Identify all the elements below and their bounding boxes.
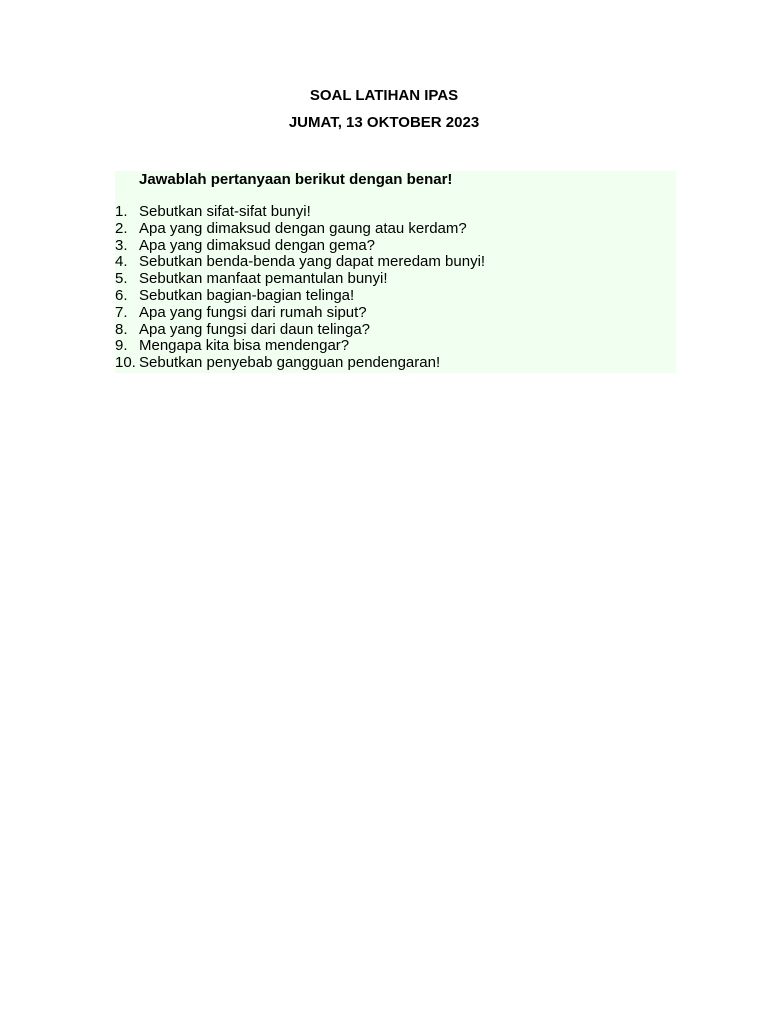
list-item: [115, 305, 675, 322]
list-item: [115, 288, 675, 305]
question-number: 9.: [115, 337, 128, 355]
question-number: 8.: [115, 320, 128, 338]
question-text: Mengapa kita bisa mendengar?: [139, 337, 350, 355]
instruction-text: Jawablah pertanyaan berikut dengan benar!: [139, 171, 453, 188]
question-text: Apa yang dimaksud dengan gema?: [139, 236, 376, 254]
question-text: Apa yang dimaksud dengan gaung atau kerdam?: [139, 219, 467, 237]
document-date: JUMAT, 13 OKTOBER 2023: [288, 114, 480, 131]
list-item: [115, 221, 675, 238]
question-list: [115, 204, 675, 372]
list-item: [115, 355, 675, 372]
list-item: [115, 204, 675, 221]
question-text: Sebutkan benda-benda yang dapat meredam bunyi!: [139, 253, 486, 271]
document-title: SOAL LATIHAN IPAS: [309, 87, 459, 104]
question-number: 6.: [115, 286, 128, 304]
question-text: Sebutkan bagian-bagian telinga!: [139, 286, 355, 304]
question-text: Apa yang fungsi dari rumah siput?: [139, 303, 367, 321]
question-number: 1.: [115, 203, 128, 220]
question-text: Sebutkan penyebab gangguan pendengaran!: [139, 354, 441, 372]
question-number: 5.: [115, 270, 128, 288]
question-text: Sebutkan sifat-sifat bunyi!: [139, 203, 311, 220]
list-item: [115, 271, 675, 288]
list-item: [115, 322, 675, 339]
list-item: [115, 254, 675, 271]
question-text: Sebutkan manfaat pemantulan bunyi!: [139, 270, 388, 288]
question-number: 3.: [115, 236, 128, 254]
list-item: [115, 238, 675, 255]
question-text: Apa yang fungsi dari daun telinga?: [139, 320, 371, 338]
question-number: 7.: [115, 303, 128, 321]
list-item: [115, 338, 675, 355]
question-number: 4.: [115, 253, 128, 271]
question-number: 2.: [115, 219, 128, 237]
question-number: 10.: [115, 354, 136, 372]
